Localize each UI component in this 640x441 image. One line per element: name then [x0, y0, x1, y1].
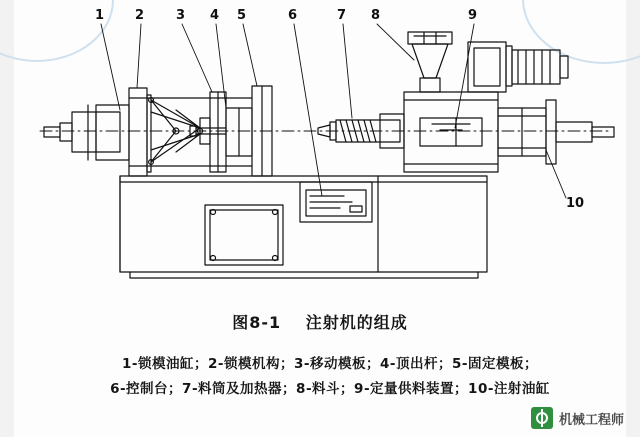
callout-5: 5: [237, 8, 247, 23]
control-console-6: [300, 182, 372, 222]
mould-block: [226, 108, 252, 156]
watermark-label: 机械工程师: [558, 412, 624, 428]
callout-2: 2: [135, 8, 145, 23]
callout-8: 8: [371, 8, 381, 23]
legend-line-2: 6-控制台；7-料筒及加热器；8-料斗；9-定量供料装置；10-注射油缸: [110, 380, 550, 397]
callout-7: 7: [337, 8, 347, 23]
gear-icon: [531, 407, 553, 429]
clamping-cylinder-1: [44, 105, 129, 160]
figure-title: 注射机的组成: [305, 313, 408, 332]
figure-caption: [0, 310, 640, 333]
hopper-8: [408, 32, 452, 92]
machine-base: [120, 176, 487, 278]
clamping-mechanism-2: [129, 88, 210, 176]
callout-10: 10: [566, 196, 585, 211]
callout-3: 3: [176, 8, 186, 23]
watermark: [531, 407, 624, 429]
callout-1: 1: [95, 8, 105, 23]
figure-number: 图8-1: [232, 313, 282, 332]
injection-cylinder-10: [498, 100, 614, 164]
callout-4: 4: [210, 8, 220, 23]
metering-feeder-9: [404, 42, 568, 172]
figure-legend: [60, 352, 600, 402]
callout-9: 9: [468, 8, 478, 23]
legend-line-1: 1-锁模油缸；2-锁模机构；3-移动模板；4-顶出杆；5-固定模板；: [122, 356, 538, 372]
callout-6: 6: [288, 8, 298, 23]
moving-platen-3: [210, 92, 226, 172]
